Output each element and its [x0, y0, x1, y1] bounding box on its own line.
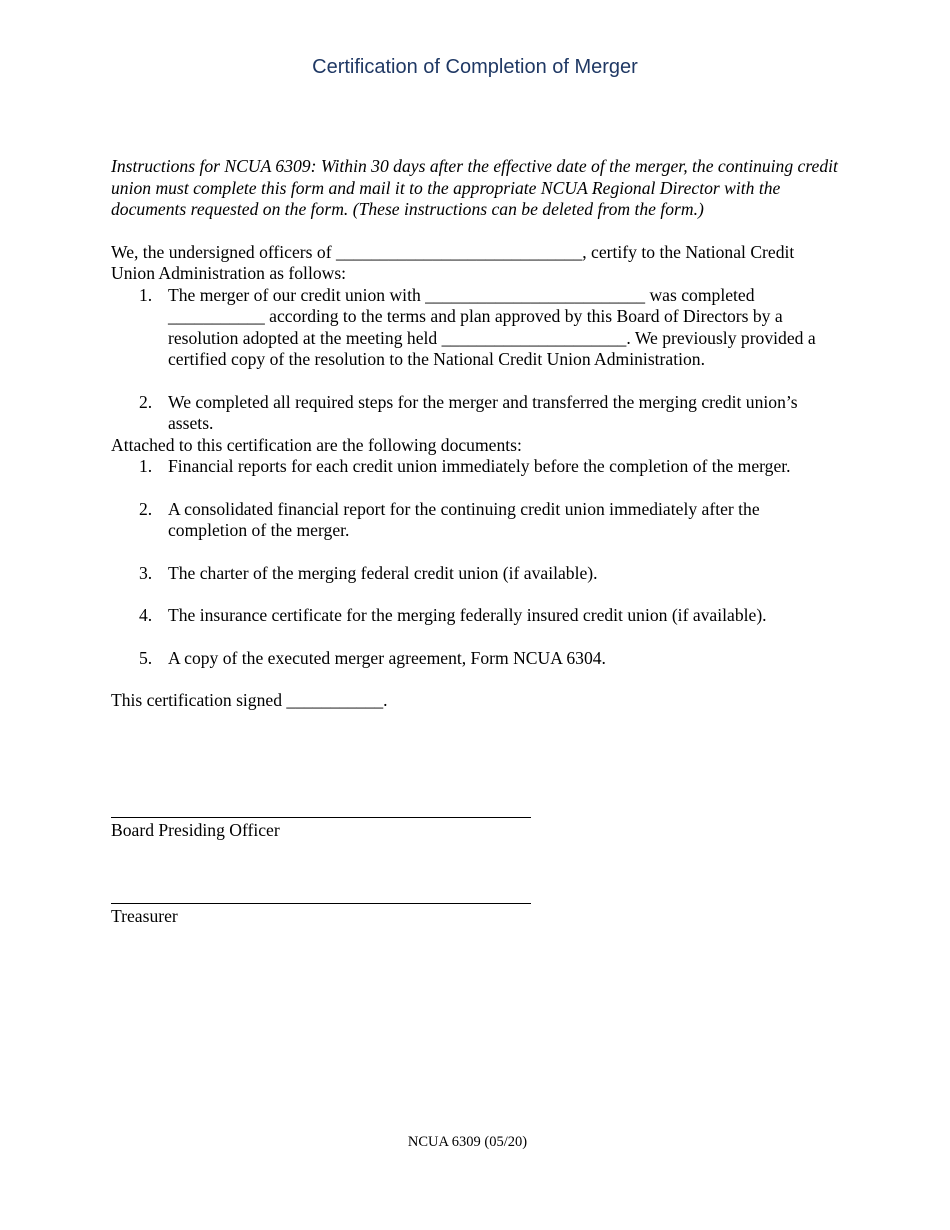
page-title: Certification of Completion of Merger — [312, 56, 638, 78]
documents-list — [111, 456, 841, 669]
list-item-text: The charter of the merging federal credit union (if available). — [168, 562, 598, 583]
form-body — [111, 156, 841, 712]
list-number: 2. — [139, 391, 153, 412]
certification-list — [111, 285, 841, 435]
list-item-text: A copy of the executed merger agreement, Form NCUA 6304. — [168, 647, 606, 668]
signature-line — [111, 817, 531, 818]
list-number: 1. — [139, 284, 153, 305]
form-footer: NCUA 6309 (05/20) — [407, 1134, 528, 1150]
intro-text: We, the undersigned officers of ____________________________, certify to the National Credit Union Administration as follows: — [111, 241, 795, 283]
signature-block-treasurer — [111, 903, 531, 928]
list-number: 2. — [139, 498, 153, 519]
list-item-text: A consolidated financial report for the continuing credit union immediately after the completion of the merger. — [168, 498, 760, 540]
certification-item-2 — [111, 392, 841, 435]
list-item-text: The merger of our credit union with _________________________ was completed ___________ according to the terms and plan approved by this Board of Directors by a resolution adopted at the meeting held _____________________. We previously provided a certified copy of the resolution to the National Credit Union Administration. — [168, 284, 816, 369]
list-number: 3. — [139, 562, 153, 583]
list-number: 4. — [139, 605, 153, 625]
instructions-text: Instructions for NCUA 6309: Within 30 days after the effective date of the merger, the continuing credit union must complete this form and mail it to the appropriate NCUA Regional Director with the documents requested on the form. (These instructions can be deleted from the form.) — [111, 156, 838, 219]
list-item-text: Financial reports for each credit union immediately before the completion of the merger. — [168, 456, 791, 476]
signed-date-line: This certification signed ___________. — [111, 690, 388, 710]
attached-heading: Attached to this certification are the following documents: — [111, 434, 522, 455]
list-item-text: We completed all required steps for the merger and transferred the merging credit union’s assets. — [168, 391, 798, 433]
signature-label: Treasurer — [111, 906, 178, 926]
document-item-5 — [111, 648, 841, 670]
document-item-3 — [111, 563, 841, 585]
list-number: 5. — [139, 647, 153, 668]
certification-item-1 — [111, 285, 841, 371]
signature-line — [111, 903, 531, 904]
document-item-4 — [111, 605, 841, 627]
list-item-text: The insurance certificate for the merging federally insured credit union (if available). — [168, 605, 767, 625]
signature-block-presiding-officer — [111, 817, 531, 842]
signature-label: Board Presiding Officer — [111, 820, 280, 840]
document-item-2 — [111, 499, 841, 542]
document-item-1 — [111, 456, 841, 478]
list-number: 1. — [139, 456, 153, 476]
